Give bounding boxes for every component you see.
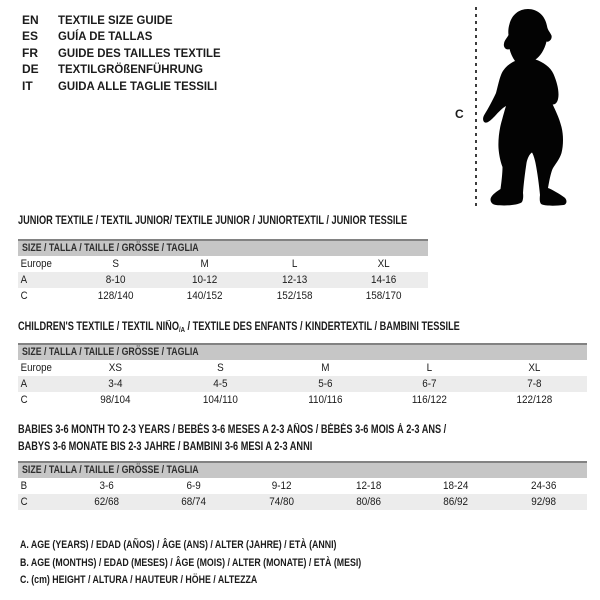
size-header-bar <box>18 461 587 478</box>
language-list <box>22 12 229 94</box>
language-code: ES <box>22 29 39 44</box>
size-cell: 80/86 <box>356 496 382 508</box>
children-table-title <box>18 321 460 334</box>
size-header-bar <box>18 239 428 256</box>
size-cell: XL <box>377 258 390 270</box>
size-cell: 62/68 <box>94 496 120 508</box>
size-cell: 9-12 <box>271 480 292 492</box>
size-cell: 158/170 <box>365 290 402 302</box>
size-cell: 74/80 <box>268 496 294 508</box>
row-label: B <box>20 480 28 492</box>
size-cell: 98/104 <box>100 394 131 406</box>
size-cell: 4-5 <box>213 378 228 390</box>
size-cell: 68/74 <box>181 496 207 508</box>
size-cell: 92/98 <box>530 496 556 508</box>
language-code: DE <box>22 62 39 77</box>
size-cell: 3-6 <box>99 480 114 492</box>
size-cell: M <box>200 258 209 270</box>
row-label: C <box>20 290 28 302</box>
language-row <box>22 28 229 44</box>
note-line-b: B. AGE (MONTHS) / EDAD (MESES) / ÂGE (MOIS) / ALTER (MONATE) / ETÀ (MESI) <box>20 556 362 569</box>
size-cell: 7-8 <box>527 378 542 390</box>
language-code: FR <box>22 45 38 60</box>
language-title: TEXTILGRÖßENFÜHRUNG <box>58 62 204 77</box>
size-cell: 110/116 <box>307 394 343 406</box>
size-cell: 18-24 <box>443 480 469 492</box>
size-cell: S <box>216 362 224 374</box>
junior-size-table <box>18 239 428 304</box>
language-code: EN <box>22 13 39 27</box>
size-cell: 8-10 <box>105 274 126 286</box>
table-row <box>18 360 587 376</box>
size-cell: XS <box>108 362 123 374</box>
children-title-pre: CHILDREN'S TEXTILE / TEXTIL NIÑO <box>18 321 179 333</box>
language-title: GUIDE DES TAILLES TEXTILE <box>58 45 221 60</box>
size-cell: 5-6 <box>317 378 333 390</box>
language-title: TEXTILE SIZE GUIDE <box>58 13 173 27</box>
row-label: A <box>20 378 28 390</box>
babies-table-title-line2: BABYS 3-6 MONATE BIS 2-3 JAHRE / BAMBINI 3-6 MESI A 2-3 ANNI <box>18 441 313 453</box>
size-cell: L <box>427 362 433 374</box>
legend-notes <box>20 537 447 590</box>
size-header-bar <box>18 343 587 360</box>
note-line-a: A. AGE (YEARS) / EDAD (AÑOS) / ÂGE (ANS) / ALTER (JAHRE) / ETÀ (ANNI) <box>20 539 337 551</box>
size-header-text: SIZE / TALLA / TAILLE / GRÖSSE / TAGLIA <box>22 346 199 358</box>
size-header-text: SIZE / TALLA / TAILLE / GRÖSSE / TAGLIA <box>22 464 199 476</box>
size-cell: 6-9 <box>186 480 202 492</box>
children-title-post: / TEXTILE DES ENFANTS / KINDERTEXTIL / BAMBINI TESSILE <box>184 321 460 333</box>
table-row <box>18 256 428 272</box>
size-cell: 128/140 <box>97 290 134 302</box>
table-row <box>18 494 587 510</box>
table-row <box>18 478 587 494</box>
row-label: C <box>20 394 28 406</box>
children-size-table <box>18 343 587 408</box>
size-cell: 12-18 <box>355 480 382 492</box>
size-cell: 12-13 <box>281 274 307 286</box>
junior-table-title: JUNIOR TEXTILE / TEXTIL JUNIOR/ TEXTILE JUNIOR / JUNIORTEXTIL / JUNIOR TESSILE <box>18 215 408 227</box>
language-row <box>22 12 229 28</box>
table-row <box>18 376 587 392</box>
size-cell: 116/122 <box>412 394 448 406</box>
language-title: GUÍA DE TALLAS <box>58 29 153 44</box>
size-cell: M <box>320 362 330 374</box>
children-title-sub: /A <box>178 325 185 334</box>
size-cell: 24-36 <box>530 480 556 492</box>
row-label: Europe <box>20 258 52 270</box>
language-code: IT <box>22 78 33 93</box>
size-header-text: SIZE / TALLA / TAILLE / GRÖSSE / TAGLIA <box>22 242 199 254</box>
size-cell: 6-7 <box>422 378 437 390</box>
babies-size-table <box>18 461 587 510</box>
row-label: Europe <box>20 362 52 374</box>
language-row <box>22 45 229 61</box>
size-cell: 86/92 <box>443 496 469 508</box>
table-row <box>18 272 428 288</box>
size-cell: 140/152 <box>186 290 223 302</box>
height-measure-label: C <box>455 107 464 121</box>
size-cell: S <box>112 258 119 270</box>
note-line-c: C. (cm) HEIGHT / ALTURA / HAUTEUR / HÖHE / ALTEZZA <box>20 574 258 586</box>
language-row <box>22 61 229 77</box>
size-cell: 3-4 <box>108 378 123 390</box>
row-label: A <box>20 274 28 286</box>
size-cell: 104/110 <box>202 394 238 406</box>
size-cell: 152/158 <box>276 290 313 302</box>
size-cell: 10-12 <box>192 274 218 286</box>
size-cell: 122/128 <box>516 394 553 406</box>
baby-silhouette-icon <box>482 7 574 207</box>
row-label: C <box>20 496 28 508</box>
language-row <box>22 78 229 94</box>
size-cell: XL <box>528 362 541 374</box>
table-row <box>18 288 428 304</box>
table-row <box>18 392 587 408</box>
language-title: GUIDA ALLE TAGLIE TESSILI <box>58 78 218 93</box>
height-measure-line <box>475 7 477 207</box>
size-cell: 14-16 <box>370 274 397 286</box>
size-cell: L <box>291 258 297 270</box>
babies-table-title-line1: BABIES 3-6 MONTH TO 2-3 YEARS / BEBÉS 3-6 MESES A 2-3 AÑOS / BÉBÉS 3-6 MOIS À 2-3 ANS / <box>18 424 447 436</box>
